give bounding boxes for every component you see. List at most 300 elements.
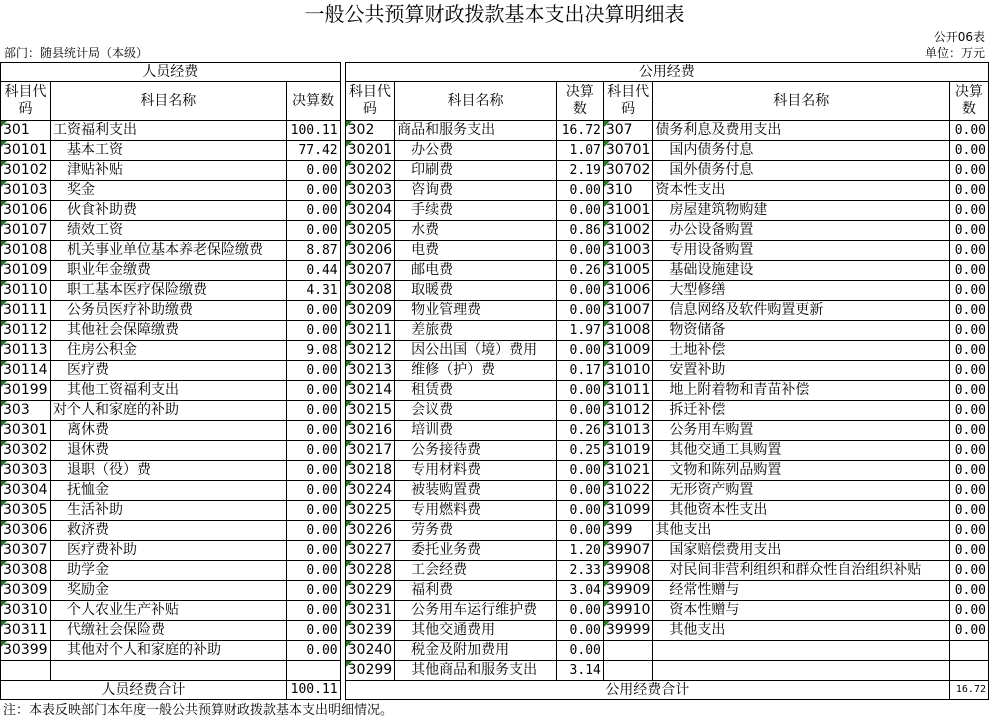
subject-amount: 0.17	[556, 361, 603, 381]
table-row	[1, 461, 989, 481]
subject-name: 其他对个人和家庭的补助	[50, 641, 286, 661]
subject-code: 30214	[345, 381, 395, 401]
subject-amount: 0.00	[950, 241, 989, 261]
subject-amount: 0.00	[286, 521, 340, 541]
table-row	[1, 621, 989, 641]
subject-amount: 1.07	[556, 141, 603, 161]
table-row	[1, 581, 989, 601]
subject-code: 30114	[1, 361, 51, 381]
subject-code: 31021	[603, 461, 653, 481]
subject-code: 30203	[345, 181, 395, 201]
subject-name: 大型修缮	[653, 281, 950, 301]
subject-amount: 3.14	[556, 661, 603, 681]
subject-amount	[950, 661, 989, 681]
subject-code: 39908	[603, 561, 653, 581]
subject-name: 离休费	[50, 421, 286, 441]
subject-code: 30199	[1, 381, 51, 401]
table-row	[1, 541, 989, 561]
subject-code: 303	[1, 401, 51, 421]
subject-code: 31010	[603, 361, 653, 381]
subject-amount: 0.00	[950, 181, 989, 201]
subject-name: 工会经费	[395, 561, 557, 581]
subject-amount: 0.00	[950, 361, 989, 381]
table-row	[1, 321, 989, 341]
header-name: 科目名称	[653, 82, 950, 121]
subject-name: 无形资产购置	[653, 481, 950, 501]
subject-name: 印刷费	[395, 161, 557, 181]
subject-name: 手续费	[395, 201, 557, 221]
subject-amount: 0.00	[286, 441, 340, 461]
subject-amount: 0.00	[950, 161, 989, 181]
subject-code: 30206	[345, 241, 395, 261]
section-header-row	[1, 63, 989, 82]
subject-amount: 0.00	[286, 481, 340, 501]
subject-code: 30212	[345, 341, 395, 361]
subject-amount: 0.00	[286, 181, 340, 201]
subject-name: 其他交通费用	[395, 621, 557, 641]
table-row	[1, 181, 989, 201]
table-row	[1, 241, 989, 261]
subject-amount: 0.00	[950, 621, 989, 641]
subject-code: 30109	[1, 261, 51, 281]
header-code: 科目代码	[603, 82, 653, 121]
subject-code: 30231	[345, 601, 395, 621]
subject-amount: 0.00	[950, 441, 989, 461]
subject-code: 30239	[345, 621, 395, 641]
subject-name: 土地补偿	[653, 341, 950, 361]
table-row	[1, 481, 989, 501]
subject-name	[653, 661, 950, 681]
subject-amount: 1.20	[556, 541, 603, 561]
table-row	[1, 281, 989, 301]
table-row	[1, 661, 989, 681]
subject-code: 30225	[345, 501, 395, 521]
subject-name	[653, 641, 950, 661]
subject-code: 30303	[1, 461, 51, 481]
subject-amount: 0.00	[950, 521, 989, 541]
subject-code: 30217	[345, 441, 395, 461]
subject-code: 30305	[1, 501, 51, 521]
subject-amount: 100.11	[286, 121, 340, 141]
subject-name: 咨询费	[395, 181, 557, 201]
subject-amount: 0.00	[286, 161, 340, 181]
subject-name: 其他交通工具购置	[653, 441, 950, 461]
subject-code: 30227	[345, 541, 395, 561]
table-row	[1, 401, 989, 421]
subject-amount: 0.00	[286, 601, 340, 621]
table-row	[1, 421, 989, 441]
subject-amount: 0.00	[286, 501, 340, 521]
subject-name: 邮电费	[395, 261, 557, 281]
subject-amount: 0.00	[950, 501, 989, 521]
subject-name: 委托业务费	[395, 541, 557, 561]
subject-code: 30399	[1, 641, 51, 661]
subject-name: 其他商品和服务支出	[395, 661, 557, 681]
subject-amount: 0.00	[286, 301, 340, 321]
subject-name: 奖励金	[50, 581, 286, 601]
subject-amount: 0.00	[950, 321, 989, 341]
subject-name: 差旅费	[395, 321, 557, 341]
subject-amount: 0.00	[556, 461, 603, 481]
subject-amount: 3.04	[556, 581, 603, 601]
subject-name: 经常性赠与	[653, 581, 950, 601]
subject-amount: 0.00	[556, 201, 603, 221]
subject-name: 物业管理费	[395, 301, 557, 321]
subject-name: 公务员医疗补助缴费	[50, 301, 286, 321]
totals-row	[1, 681, 989, 700]
table-row	[1, 561, 989, 581]
subject-code: 399	[603, 521, 653, 541]
subject-code: 30205	[345, 221, 395, 241]
form-code: 公开06表	[933, 30, 985, 44]
subject-amount: 1.97	[556, 321, 603, 341]
subject-name: 退职（役）费	[50, 461, 286, 481]
subject-code: 30215	[345, 401, 395, 421]
subject-code: 31022	[603, 481, 653, 501]
subject-amount: 0.00	[286, 561, 340, 581]
subject-name: 住房公积金	[50, 341, 286, 361]
table-row	[1, 381, 989, 401]
subject-name: 退休费	[50, 441, 286, 461]
header-amount: 决算数	[556, 82, 603, 121]
subject-amount: 0.00	[556, 181, 603, 201]
subject-name: 对个人和家庭的补助	[50, 401, 286, 421]
subject-code: 301	[1, 121, 51, 141]
subject-code: 30218	[345, 461, 395, 481]
subject-name: 个人农业生产补贴	[50, 601, 286, 621]
subject-amount: 0.00	[286, 381, 340, 401]
subject-amount: 0.00	[950, 281, 989, 301]
header-amount: 决算数	[950, 82, 989, 121]
subject-name: 医疗费补助	[50, 541, 286, 561]
subject-code: 31012	[603, 401, 653, 421]
subject-amount: 0.00	[286, 421, 340, 441]
subject-code: 30299	[345, 661, 395, 681]
subject-code: 30108	[1, 241, 51, 261]
unit-label: 单位：万元	[924, 46, 985, 60]
column-header-row	[1, 82, 989, 121]
subject-name: 公务用车购置	[653, 421, 950, 441]
header-amount: 决算数	[286, 82, 340, 121]
subject-code: 39999	[603, 621, 653, 641]
subject-name: 地上附着物和青苗补偿	[653, 381, 950, 401]
personnel-section-header: 人员经费	[1, 63, 341, 82]
public-total-amount: 16.72	[950, 681, 989, 700]
subject-amount: 0.00	[950, 201, 989, 221]
subject-amount: 0.00	[556, 521, 603, 541]
table-row	[1, 261, 989, 281]
subject-amount: 0.44	[286, 261, 340, 281]
subject-name: 办公设备购置	[653, 221, 950, 241]
subject-code: 30307	[1, 541, 51, 561]
subject-code: 31003	[603, 241, 653, 261]
subject-name: 对民间非营利组织和群众性自治组织补贴	[653, 561, 950, 581]
department-label: 部门：随县统计局（本级）	[4, 46, 149, 60]
table-row	[1, 121, 989, 141]
subject-name: 租赁费	[395, 381, 557, 401]
subject-name: 国内债务付息	[653, 141, 950, 161]
footnote: 注：本表反映部门本年度一般公共预算财政拨款基本支出明细情况。	[3, 703, 394, 718]
subject-name: 取暖费	[395, 281, 557, 301]
subject-code: 31013	[603, 421, 653, 441]
subject-name: 公务用车运行维护费	[395, 601, 557, 621]
subject-code: 31001	[603, 201, 653, 221]
subject-code: 30701	[603, 141, 653, 161]
subject-name: 专用燃料费	[395, 501, 557, 521]
subject-amount: 0.00	[950, 561, 989, 581]
subject-code: 30310	[1, 601, 51, 621]
subject-name: 房屋建筑物购建	[653, 201, 950, 221]
subject-amount: 0.00	[950, 221, 989, 241]
subject-name: 信息网络及软件购置更新	[653, 301, 950, 321]
subject-code: 30112	[1, 321, 51, 341]
subject-code: 30224	[345, 481, 395, 501]
subject-name: 资本性赠与	[653, 601, 950, 621]
header-code: 科目代码	[1, 82, 51, 121]
subject-code: 30211	[345, 321, 395, 341]
subject-amount: 0.00	[950, 301, 989, 321]
subject-amount: 77.42	[286, 141, 340, 161]
subject-amount: 0.00	[950, 381, 989, 401]
subject-amount: 0.00	[950, 581, 989, 601]
subject-code: 31099	[603, 501, 653, 521]
subject-name: 专用材料费	[395, 461, 557, 481]
subject-amount: 0.00	[556, 401, 603, 421]
page-title: 一般公共预算财政拨款基本支出决算明细表	[304, 2, 685, 26]
subject-code: 30204	[345, 201, 395, 221]
subject-name: 代缴社会保险费	[50, 621, 286, 641]
subject-amount: 0.00	[286, 321, 340, 341]
subject-name: 职业年金缴费	[50, 261, 286, 281]
expenditure-table	[0, 62, 989, 700]
subject-code: 30229	[345, 581, 395, 601]
subject-code: 30111	[1, 301, 51, 321]
subject-code: 30304	[1, 481, 51, 501]
subject-name: 国家赔偿费用支出	[653, 541, 950, 561]
subject-amount: 0.26	[556, 421, 603, 441]
subject-code: 30213	[345, 361, 395, 381]
subject-name: 公务接待费	[395, 441, 557, 461]
subject-amount: 16.72	[556, 121, 603, 141]
totals-body	[1, 681, 989, 700]
subject-amount: 0.00	[950, 481, 989, 501]
subject-amount: 0.86	[556, 221, 603, 241]
subject-code: 31006	[603, 281, 653, 301]
subject-name: 物资储备	[653, 321, 950, 341]
subject-code: 30202	[345, 161, 395, 181]
subject-code: 30302	[1, 441, 51, 461]
table-row	[1, 641, 989, 661]
public-total-label: 公用经费合计	[345, 681, 949, 700]
subject-name: 专用设备购置	[653, 241, 950, 261]
subject-code: 30207	[345, 261, 395, 281]
subject-code: 310	[603, 181, 653, 201]
subject-name: 助学金	[50, 561, 286, 581]
subject-amount: 0.00	[556, 341, 603, 361]
subject-code	[603, 661, 653, 681]
subject-code: 30201	[345, 141, 395, 161]
subject-name	[50, 661, 286, 681]
subject-amount: 4.31	[286, 281, 340, 301]
subject-amount: 0.00	[950, 541, 989, 561]
subject-amount: 0.00	[286, 201, 340, 221]
subject-name: 债务利息及费用支出	[653, 121, 950, 141]
subject-code: 31008	[603, 321, 653, 341]
subject-amount: 0.00	[286, 461, 340, 481]
table-row	[1, 341, 989, 361]
subject-amount: 0.26	[556, 261, 603, 281]
subject-name: 培训费	[395, 421, 557, 441]
subject-amount: 0.00	[556, 621, 603, 641]
subject-name: 安置补助	[653, 361, 950, 381]
table-row	[1, 141, 989, 161]
subject-name: 因公出国（境）费用	[395, 341, 557, 361]
personnel-total-label: 人员经费合计	[1, 681, 287, 700]
subject-name: 基础设施建设	[653, 261, 950, 281]
subject-amount: 9.08	[286, 341, 340, 361]
personnel-total-amount: 100.11	[286, 681, 340, 700]
subject-code: 30107	[1, 221, 51, 241]
subject-code: 39910	[603, 601, 653, 621]
subject-amount: 0.00	[556, 241, 603, 261]
table-row	[1, 161, 989, 181]
table-row	[1, 521, 989, 541]
subject-code: 30208	[345, 281, 395, 301]
subject-code: 30311	[1, 621, 51, 641]
subject-name: 国外债务付息	[653, 161, 950, 181]
subject-amount: 0.00	[286, 221, 340, 241]
subject-amount: 2.33	[556, 561, 603, 581]
subject-code: 30228	[345, 561, 395, 581]
subject-amount: 0.00	[556, 501, 603, 521]
subject-amount: 0.00	[286, 641, 340, 661]
subject-name: 其他工资福利支出	[50, 381, 286, 401]
subject-name: 其他支出	[653, 521, 950, 541]
subject-code: 30101	[1, 141, 51, 161]
subject-code: 30103	[1, 181, 51, 201]
subject-code: 30110	[1, 281, 51, 301]
subject-code: 30102	[1, 161, 51, 181]
subject-name: 生活补助	[50, 501, 286, 521]
table-row	[1, 601, 989, 621]
subject-code: 31019	[603, 441, 653, 461]
subject-name: 伙食补助费	[50, 201, 286, 221]
subject-code: 302	[345, 121, 395, 141]
subject-code: 30113	[1, 341, 51, 361]
subject-amount	[950, 641, 989, 661]
subject-name: 其他资本性支出	[653, 501, 950, 521]
public-section-header: 公用经费	[345, 63, 988, 82]
subject-code	[1, 661, 51, 681]
subject-name: 资本性支出	[653, 181, 950, 201]
subject-code: 31002	[603, 221, 653, 241]
subject-amount: 2.19	[556, 161, 603, 181]
subject-name: 维修（护）费	[395, 361, 557, 381]
header-name: 科目名称	[395, 82, 557, 121]
subject-code: 30209	[345, 301, 395, 321]
subject-amount: 0.00	[950, 461, 989, 481]
subject-name: 劳务费	[395, 521, 557, 541]
subject-code: 39907	[603, 541, 653, 561]
subject-code: 31005	[603, 261, 653, 281]
subject-name: 其他支出	[653, 621, 950, 641]
subject-amount	[286, 661, 340, 681]
subject-amount: 0.00	[950, 141, 989, 161]
subject-code: 30301	[1, 421, 51, 441]
subject-code: 30308	[1, 561, 51, 581]
subject-name: 福利费	[395, 581, 557, 601]
subject-amount: 8.87	[286, 241, 340, 261]
subject-amount: 0.00	[286, 581, 340, 601]
subject-name: 机关事业单位基本养老保险缴费	[50, 241, 286, 261]
header-name: 科目名称	[50, 82, 286, 121]
subject-code: 30240	[345, 641, 395, 661]
subject-amount: 0.00	[556, 301, 603, 321]
subject-name: 办公费	[395, 141, 557, 161]
subject-name: 奖金	[50, 181, 286, 201]
table-row	[1, 361, 989, 381]
subject-amount: 0.00	[950, 401, 989, 421]
subject-code: 31011	[603, 381, 653, 401]
table-row	[1, 501, 989, 521]
subject-amount: 0.00	[556, 281, 603, 301]
subject-name: 职工基本医疗保险缴费	[50, 281, 286, 301]
subject-name: 基本工资	[50, 141, 286, 161]
subject-name: 拆迁补偿	[653, 401, 950, 421]
subject-name: 会议费	[395, 401, 557, 421]
subject-amount: 0.00	[556, 481, 603, 501]
subject-name: 税金及附加费用	[395, 641, 557, 661]
subject-code	[603, 641, 653, 661]
header-code: 科目代码	[345, 82, 395, 121]
subject-amount: 0.00	[286, 541, 340, 561]
subject-code: 39909	[603, 581, 653, 601]
subject-name: 商品和服务支出	[395, 121, 557, 141]
subject-amount: 0.00	[950, 341, 989, 361]
table-row	[1, 441, 989, 461]
subject-amount: 0.00	[950, 601, 989, 621]
subject-amount: 0.00	[556, 641, 603, 661]
subject-amount: 0.00	[950, 261, 989, 281]
subject-name: 医疗费	[50, 361, 286, 381]
subject-amount: 0.00	[286, 621, 340, 641]
subject-amount: 0.25	[556, 441, 603, 461]
subject-code: 30702	[603, 161, 653, 181]
subject-code: 30216	[345, 421, 395, 441]
subject-code: 30309	[1, 581, 51, 601]
subject-name: 水费	[395, 221, 557, 241]
table-row	[1, 201, 989, 221]
subject-amount: 0.00	[286, 361, 340, 381]
table-body	[1, 63, 989, 681]
subject-code: 31009	[603, 341, 653, 361]
subject-amount: 0.00	[950, 121, 989, 141]
subject-name: 被装购置费	[395, 481, 557, 501]
subject-code: 307	[603, 121, 653, 141]
table-row	[1, 301, 989, 321]
subject-code: 30306	[1, 521, 51, 541]
subject-code: 30106	[1, 201, 51, 221]
subject-name: 其他社会保障缴费	[50, 321, 286, 341]
subject-name: 电费	[395, 241, 557, 261]
subject-code: 31007	[603, 301, 653, 321]
subject-name: 抚恤金	[50, 481, 286, 501]
subject-name: 绩效工资	[50, 221, 286, 241]
subject-amount: 0.00	[286, 401, 340, 421]
subject-amount: 0.00	[950, 421, 989, 441]
subject-amount: 0.00	[556, 381, 603, 401]
subject-code: 30226	[345, 521, 395, 541]
